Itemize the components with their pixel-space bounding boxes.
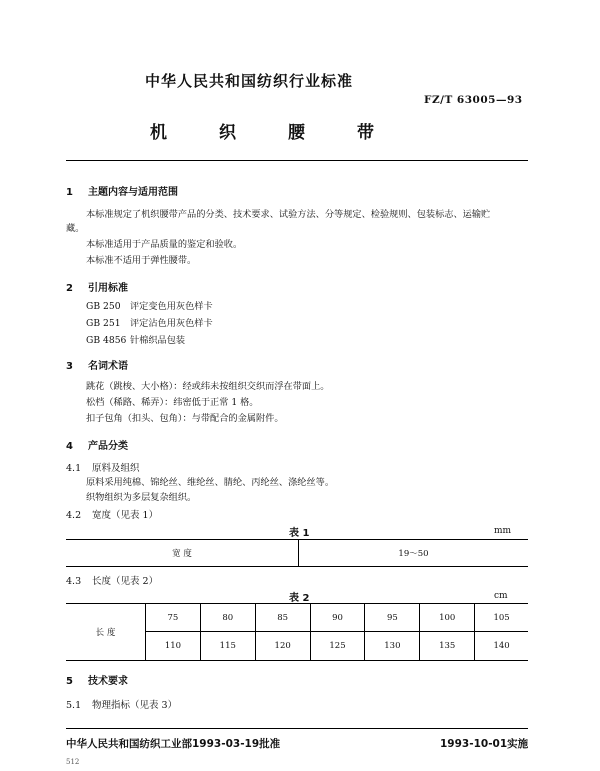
section-3-heading: 3 名词术语	[66, 361, 128, 372]
standard-code: FZ/T 63005—93	[424, 94, 523, 106]
header-rule	[66, 160, 528, 161]
approval-line: 中华人民共和国纺织工业部1993-03-19批准	[66, 738, 281, 750]
page-number: 512	[66, 758, 80, 766]
section-3-p1: 跳花（跳梭、大小格）：经或纬未按组织交织而浮在带面上。	[86, 381, 330, 392]
table-1	[66, 539, 528, 567]
section-1-p2: 本标准适用于产品质量的鉴定和验收。	[86, 239, 243, 250]
title-char: 腰	[288, 123, 305, 143]
section-4-1-heading: 4.1 原料及组织	[66, 463, 140, 474]
title-char: 织	[219, 123, 236, 143]
table-cell: 135	[420, 632, 475, 661]
reference-item: GB 251 评定沾色用灰色样卡	[86, 318, 213, 329]
table-cell: 宽 度	[66, 540, 299, 567]
table-cell: 85	[255, 604, 310, 632]
table-cell: 105	[475, 604, 528, 632]
section-2-heading: 2 引用标准	[66, 283, 128, 294]
table-1-unit: mm	[494, 526, 512, 536]
table-2-unit: cm	[494, 591, 508, 601]
table-cell: 130	[365, 632, 420, 661]
table-cell: 90	[310, 604, 365, 632]
table-cell: 115	[200, 632, 255, 661]
table-cell: 19～50	[299, 540, 529, 567]
table-2-caption: 表 2	[289, 593, 310, 604]
document-title	[150, 118, 426, 143]
section-4-2-heading: 4.2 宽度（见表 1）	[66, 510, 159, 521]
section-1-p3: 本标准不适用于弹性腰带。	[86, 255, 197, 266]
section-3-p2: 松档（稀路、稀弄）：纬密低于正常 1 格。	[86, 397, 259, 408]
table-cell: 140	[475, 632, 528, 661]
table-1-caption: 表 1	[289, 528, 310, 539]
section-4-1-p1: 原料采用纯棉、锦纶丝、维纶丝、腈纶、丙纶丝、涤纶丝等。	[86, 477, 335, 488]
table-cell: 95	[365, 604, 420, 632]
table-cell: 长 度	[66, 604, 146, 661]
reference-item: GB 250 评定变色用灰色样卡	[86, 301, 213, 312]
section-4-3-heading: 4.3 长度（见表 2）	[66, 576, 159, 587]
standard-org: 中华人民共和国纺织行业标准	[145, 72, 354, 90]
section-1-p1: 本标准规定了机织腰带产品的分类、技术要求、试验方法、分等规定、检验规则、包装标志、运输贮	[86, 209, 491, 220]
table-cell: 125	[310, 632, 365, 661]
section-4-heading: 4 产品分类	[66, 441, 128, 452]
section-1-heading: 1 主题内容与适用范围	[66, 187, 178, 198]
title-char: 带	[357, 123, 374, 143]
table-cell: 100	[420, 604, 475, 632]
table-cell: 110	[146, 632, 201, 661]
section-5-heading: 5 技术要求	[66, 676, 128, 687]
section-4-1-p2: 织物组织为多层复杂组织。	[86, 492, 197, 503]
table-2	[66, 603, 528, 661]
section-5-1-heading: 5.1 物理指标（见表 3）	[66, 700, 178, 711]
table-cell: 75	[146, 604, 201, 632]
table-cell: 80	[200, 604, 255, 632]
table-cell: 120	[255, 632, 310, 661]
reference-item: GB 4856 针棉织品包装	[86, 335, 186, 346]
title-char: 机	[150, 123, 167, 143]
section-1-p1-cont: 藏。	[66, 223, 85, 234]
section-3-p3: 扣子包角（扣头、包角）：与带配合的金属附件。	[86, 413, 284, 424]
footer-rule	[66, 728, 528, 729]
implementation-date: 1993-10-01实施	[440, 738, 529, 750]
